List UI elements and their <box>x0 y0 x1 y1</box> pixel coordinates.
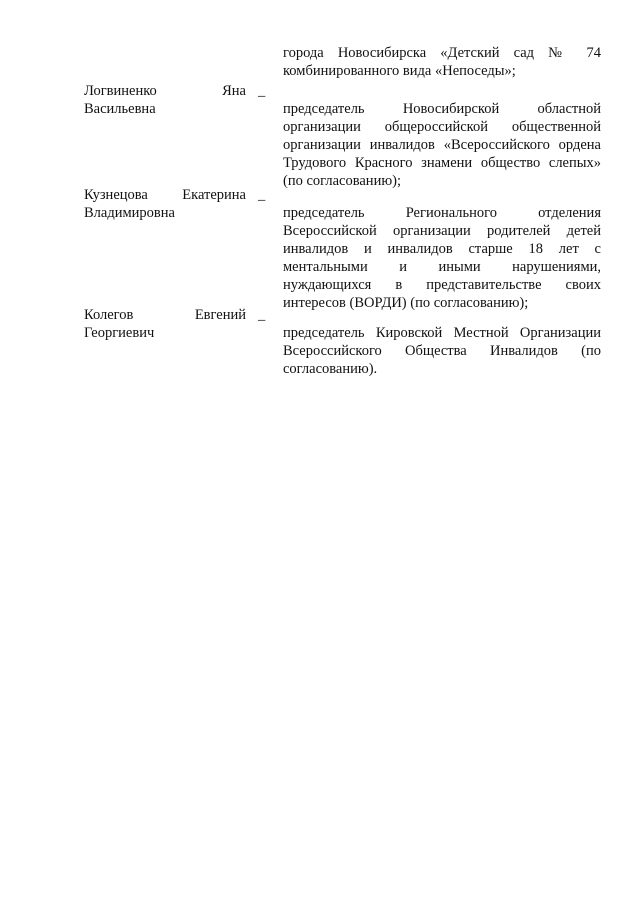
member-dash: _ <box>258 187 266 203</box>
member-name-line2: Владимировна <box>84 205 175 221</box>
member-dash: _ <box>258 83 266 99</box>
member-name-line2: Васильевна <box>84 101 156 117</box>
previous-entry-continuation: города Новосибирска «Детский сад № 74 комбинированного вида «Непоседы»; <box>283 45 601 79</box>
member-name-line1: Колегов Евгений <box>84 307 246 323</box>
member-name <box>84 306 246 342</box>
member-role: председатель Регионального отделения Всероссийской организации родителей детей инвалидов и инвалидов старше 18 лет с ментальными и иными нарушениями, нуждающихся в представительстве своих интересов (ВОРДИ) (по согласованию); <box>283 205 601 311</box>
member-name-line2: Георгиевич <box>84 325 155 341</box>
member-name-line1: Кузнецова Екатерина <box>84 187 246 203</box>
member-name <box>84 186 246 222</box>
member-role: председатель Кировской Местной Организации Всероссийского Общества Инвалидов (по согласованию). <box>283 325 601 377</box>
member-role: председатель Новосибирской областной организации общероссийской общественной организации инвалидов «Всероссийского ордена Трудового Красного знамени общество слепых» (по согласованию); <box>283 101 601 189</box>
member-dash: _ <box>258 307 266 323</box>
member-name-line1: Логвиненко Яна <box>84 83 246 99</box>
member-name <box>84 82 246 118</box>
